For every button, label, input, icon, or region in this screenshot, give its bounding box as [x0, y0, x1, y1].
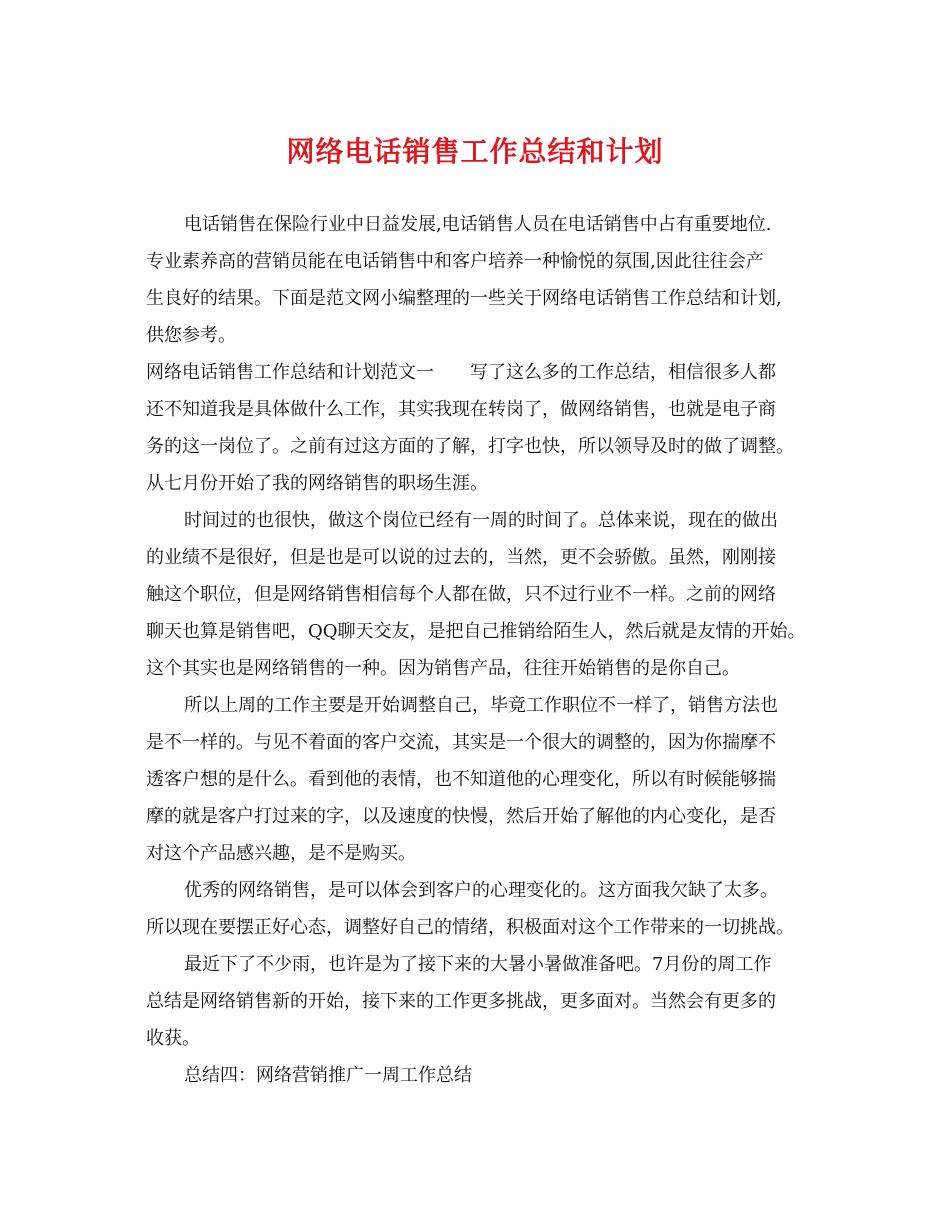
text-line	[146, 724, 816, 761]
text-line	[146, 687, 816, 724]
text-line-content: 摩的就是客户打过来的字，以及速度的快慢，然后开始了解他的内心变化，是否	[146, 806, 776, 827]
text-line	[146, 946, 816, 983]
text-line-content: 透客户想的是什么。看到他的表情，也不知道他的心理变化，所以有时候能够揣	[146, 769, 776, 790]
text-line	[146, 576, 816, 613]
text-line-content: 对这个产品感兴趣，是不是购买。	[146, 843, 416, 864]
text-line-content: 所以上周的工作主要是开始调整自己，毕竟工作职位不一样了，销售方法也	[184, 695, 778, 716]
text-line	[146, 243, 816, 280]
text-line	[146, 983, 816, 1020]
text-line	[146, 317, 816, 354]
text-line	[146, 502, 816, 539]
text-line-content: 总结是网络销售新的开始，接下来的工作更多挑战，更多面对。当然会有更多的	[146, 991, 776, 1012]
text-line	[146, 872, 816, 909]
document-title: 网络电话销售工作总结和计划	[286, 135, 664, 168]
text-line	[146, 354, 816, 391]
text-line	[146, 761, 816, 798]
text-line-content: 聊天也算是销售吧，QQ聊天交友，是把自己推销给陌生人，然后就是友情的开始。	[146, 621, 806, 642]
text-line-content: 所以现在要摆正好心态，调整好自己的情绪，积极面对这个工作带来的一切挑战。	[146, 917, 794, 938]
text-line-content: 是不一样的。与见不着面的客户交流，其实是一个很大的调整的，因为你揣摩不	[146, 732, 776, 753]
text-line-content: 网络电话销售工作总结和计划范文一	[146, 362, 434, 383]
text-line-content: 时间过的也很快，做这个岗位已经有一周的时间了。总体来说，现在的做出	[184, 510, 778, 531]
text-line	[146, 391, 816, 428]
text-line	[146, 909, 816, 946]
text-line-content: 最近下了不少雨，也许是为了接下来的大暑小暑做准备吧。7月份的周工作	[184, 954, 772, 975]
text-line-content: 专业素养高的营销员能在电话销售中和客户培养一种愉悦的氛围,因此往往会产	[146, 251, 764, 272]
text-line	[146, 835, 816, 872]
text-line-content: 这个其实也是网络销售的一种。因为销售产品，往往开始销售的是你自己。	[146, 658, 740, 679]
text-line-content: 优秀的网络销售，是可以体会到客户的心理变化的。这方面我欠缺了太多。	[184, 880, 778, 901]
text-line-content: 写了这么多的工作总结，相信很多人都	[470, 362, 776, 383]
text-line	[146, 798, 816, 835]
text-line-content: 电话销售在保险行业中日益发展,电话销售人员在电话销售中占有重要地位.	[184, 214, 772, 235]
text-line	[146, 1020, 816, 1057]
text-line-content: 从七月份开始了我的网络销售的职场生涯。	[146, 473, 488, 494]
text-line	[146, 539, 816, 576]
text-line-content: 的业绩不是很好，但是也是可以说的过去的，当然，更不会骄傲。虽然，刚刚接	[146, 547, 776, 568]
text-line	[146, 1057, 816, 1094]
text-line	[146, 280, 816, 317]
document-body	[146, 206, 816, 1094]
text-line-content: 务的这一岗位了。之前有过这方面的了解，打字也快，所以领导及时的做了调整。	[146, 436, 794, 457]
text-line-content: 总结四：网络营销推广一周工作总结	[184, 1065, 472, 1086]
text-line	[146, 613, 816, 650]
text-line-content: 生良好的结果。下面是范文网小编整理的一些关于网络电话销售工作总结和计划,	[146, 288, 782, 309]
text-line	[146, 650, 816, 687]
text-line-content: 收获。	[146, 1028, 200, 1049]
text-line	[146, 206, 816, 243]
text-line-content: 供您参考。	[146, 325, 236, 346]
text-line	[146, 465, 816, 502]
text-line	[146, 428, 816, 465]
text-line-content: 触这个职位，但是网络销售相信每个人都在做，只不过行业不一样。之前的网络	[146, 584, 776, 605]
text-line-content: 还不知道我是具体做什么工作，其实我现在转岗了，做网络销售，也就是电子商	[146, 399, 776, 420]
